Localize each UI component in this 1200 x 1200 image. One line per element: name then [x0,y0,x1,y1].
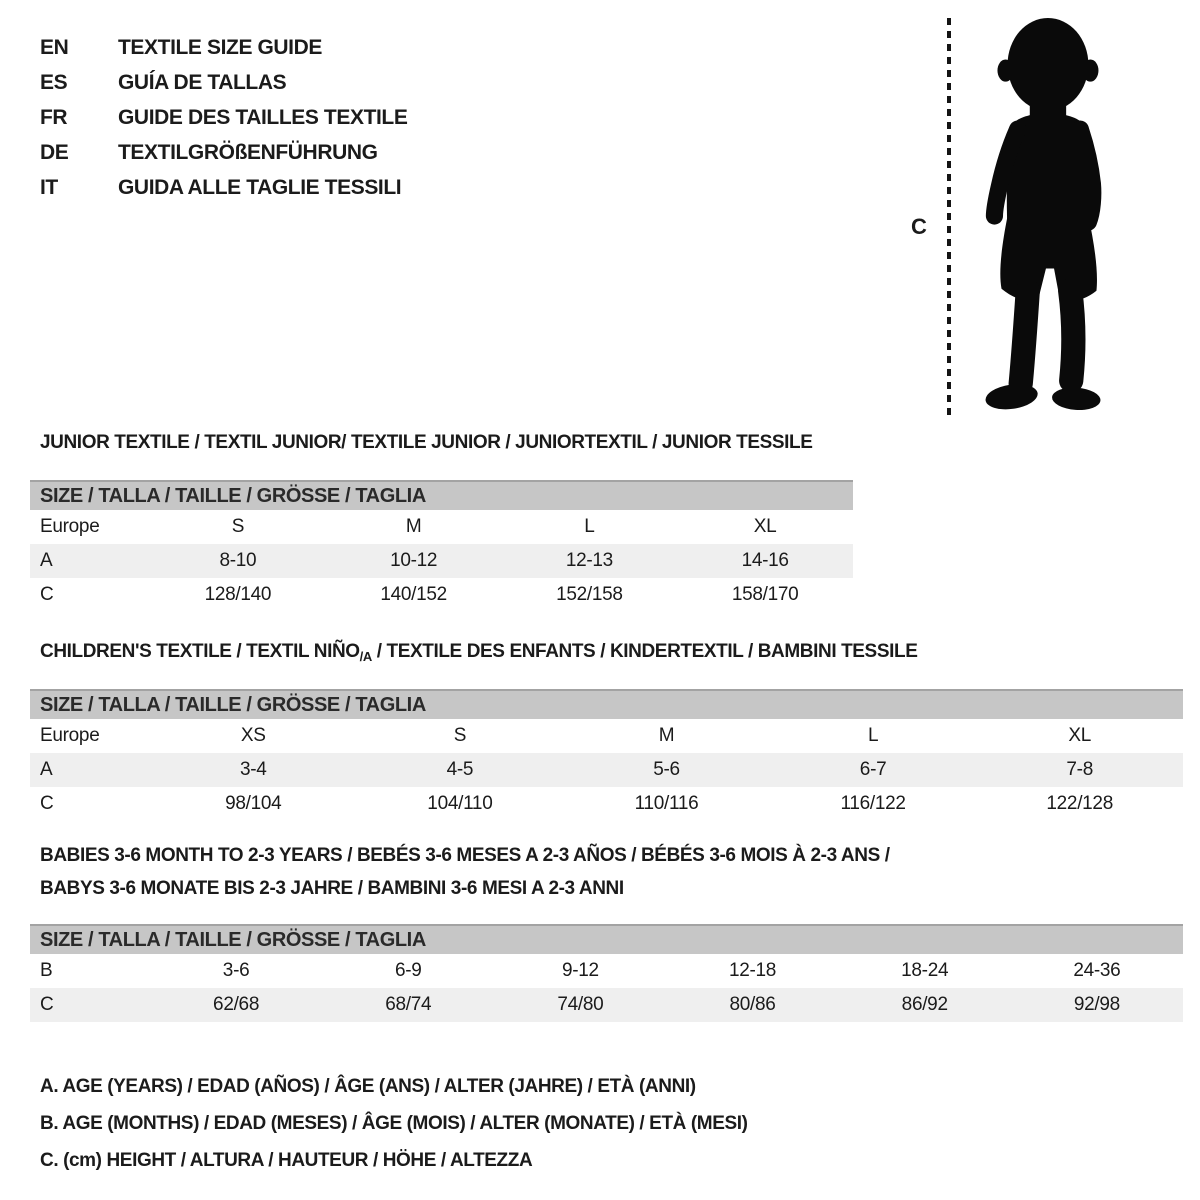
height-cell: 104/110 [427,793,493,814]
toddler-silhouette-image [962,14,1140,418]
language-title-list [40,30,407,205]
children-title-prefix: CHILDREN'S TEXTILE / TEXTIL NIÑO [40,641,360,662]
children-title-subscript: /A [359,649,372,664]
table-row [30,544,853,578]
age-cell: 7-8 [1066,759,1093,780]
row-label: C [40,994,54,1015]
language-code: IT [40,175,58,199]
size-cell: XL [1068,725,1091,746]
age-cell: 3-6 [222,960,250,981]
height-cell: 92/98 [1073,994,1120,1015]
row-label: A [40,759,53,780]
age-cell: 6-9 [394,960,422,981]
children-title-suffix: / TEXTILE DES ENFANTS / KINDERTEXTIL / BAMBINI TESSILE [371,641,918,662]
table-row [30,954,1183,988]
legend-age-years: A. AGE (YEARS) / EDAD (AÑOS) / ÂGE (ANS) / ALTER (JAHRE) / ETÀ (ANNI) [40,1075,696,1097]
junior-section-title: JUNIOR TEXTILE / TEXTIL JUNIOR/ TEXTILE JUNIOR / JUNIORTEXTIL / JUNIOR TESSILE [40,432,813,453]
size-cell: XL [753,516,777,537]
language-row-en [40,30,407,65]
table-row [30,988,1183,1022]
language-code: DE [40,140,69,164]
height-cell: 74/80 [557,994,604,1015]
age-cell: 8-10 [219,550,257,571]
row-label: C [40,584,54,605]
legend-age-months: B. AGE (MONTHS) / EDAD (MESES) / ÂGE (MOIS) / ALTER (MONATE) / ETÀ (MESI) [40,1112,748,1134]
age-cell: 3-4 [240,759,267,780]
height-cell: 98/104 [225,793,282,814]
height-cell: 152/158 [556,584,623,605]
babies-section-title-line1: BABIES 3-6 MONTH TO 2-3 YEARS / BEBÉS 3-6 MESES A 2-3 AÑOS / BÉBÉS 3-6 MOIS À 2-3 ANS / [40,845,890,866]
height-cell: 158/170 [731,584,799,605]
legend-height-cm: C. (cm) HEIGHT / ALTURA / HAUTEUR / HÖHE / ALTEZZA [40,1149,533,1171]
junior-table-header: SIZE / TALLA / TAILLE / GRÖSSE / TAGLIA [30,480,853,510]
age-cell: 6-7 [859,759,887,780]
height-cell: 128/140 [204,584,272,605]
height-cell: 80/86 [729,994,776,1015]
age-cell: 14-16 [741,550,789,571]
size-cell: M [405,516,422,537]
language-row-it [40,170,407,205]
age-cell: 5-6 [653,759,680,780]
height-cell: 140/152 [380,584,447,605]
height-cell: 116/122 [840,793,906,814]
size-cell: S [231,516,245,537]
age-cell: 10-12 [390,550,438,571]
size-cell: S [453,725,467,746]
babies-table-header: SIZE / TALLA / TAILLE / GRÖSSE / TAGLIA [30,924,1183,954]
language-code: EN [40,35,69,59]
babies-section-title-line2: BABYS 3-6 MONATE BIS 2-3 JAHRE / BAMBINI 3-6 MESI A 2-3 ANNI [40,878,624,899]
age-cell: 12-18 [728,960,777,981]
size-cell: M [658,725,675,746]
size-cell: L [867,725,879,746]
height-measure-dashed-line [947,18,951,416]
height-cell: 110/116 [634,793,699,814]
babies-table-grid [30,954,1183,1022]
height-measure-label: C [911,214,927,239]
language-row-fr [40,100,407,135]
row-label: C [40,793,54,814]
age-cell: 12-13 [565,550,613,571]
row-label: Europe [40,725,100,746]
height-cell: 62/68 [213,994,260,1015]
age-cell: 4-5 [446,759,474,780]
language-row-de [40,135,407,170]
junior-size-table [30,480,853,612]
language-code: FR [40,105,68,129]
junior-table-grid [30,510,853,612]
table-row [30,787,1183,821]
size-cell: L [584,516,595,537]
children-section-title [40,641,917,664]
age-cell: 24-36 [1073,960,1121,981]
table-row [30,510,853,544]
age-cell: 9-12 [561,960,599,981]
height-cell: 86/92 [901,994,948,1015]
language-code: ES [40,70,68,94]
guide-title-de: TEXTILGRÖßENFÜHRUNG [118,140,378,164]
row-label: B [40,960,53,981]
table-row [30,719,1183,753]
measurement-legend [40,1068,748,1179]
age-cell: 18-24 [901,960,949,981]
size-cell: XS [240,725,266,746]
table-row [30,578,853,612]
children-size-table [30,689,1183,821]
children-table-grid [30,719,1183,821]
height-cell: 122/128 [1046,793,1113,814]
guide-title-it: GUIDA ALLE TAGLIE TESSILI [118,175,402,199]
row-label: A [40,550,53,571]
guide-title-es: GUÍA DE TALLAS [118,70,287,94]
guide-title-fr: GUIDE DES TAILLES TEXTILE [118,105,408,129]
language-row-es [40,65,407,100]
table-row [30,753,1183,787]
children-table-header: SIZE / TALLA / TAILLE / GRÖSSE / TAGLIA [30,689,1183,719]
height-cell: 68/74 [385,994,432,1015]
guide-title-en: TEXTILE SIZE GUIDE [118,35,322,59]
row-label: Europe [40,516,100,537]
babies-size-table [30,924,1183,1022]
